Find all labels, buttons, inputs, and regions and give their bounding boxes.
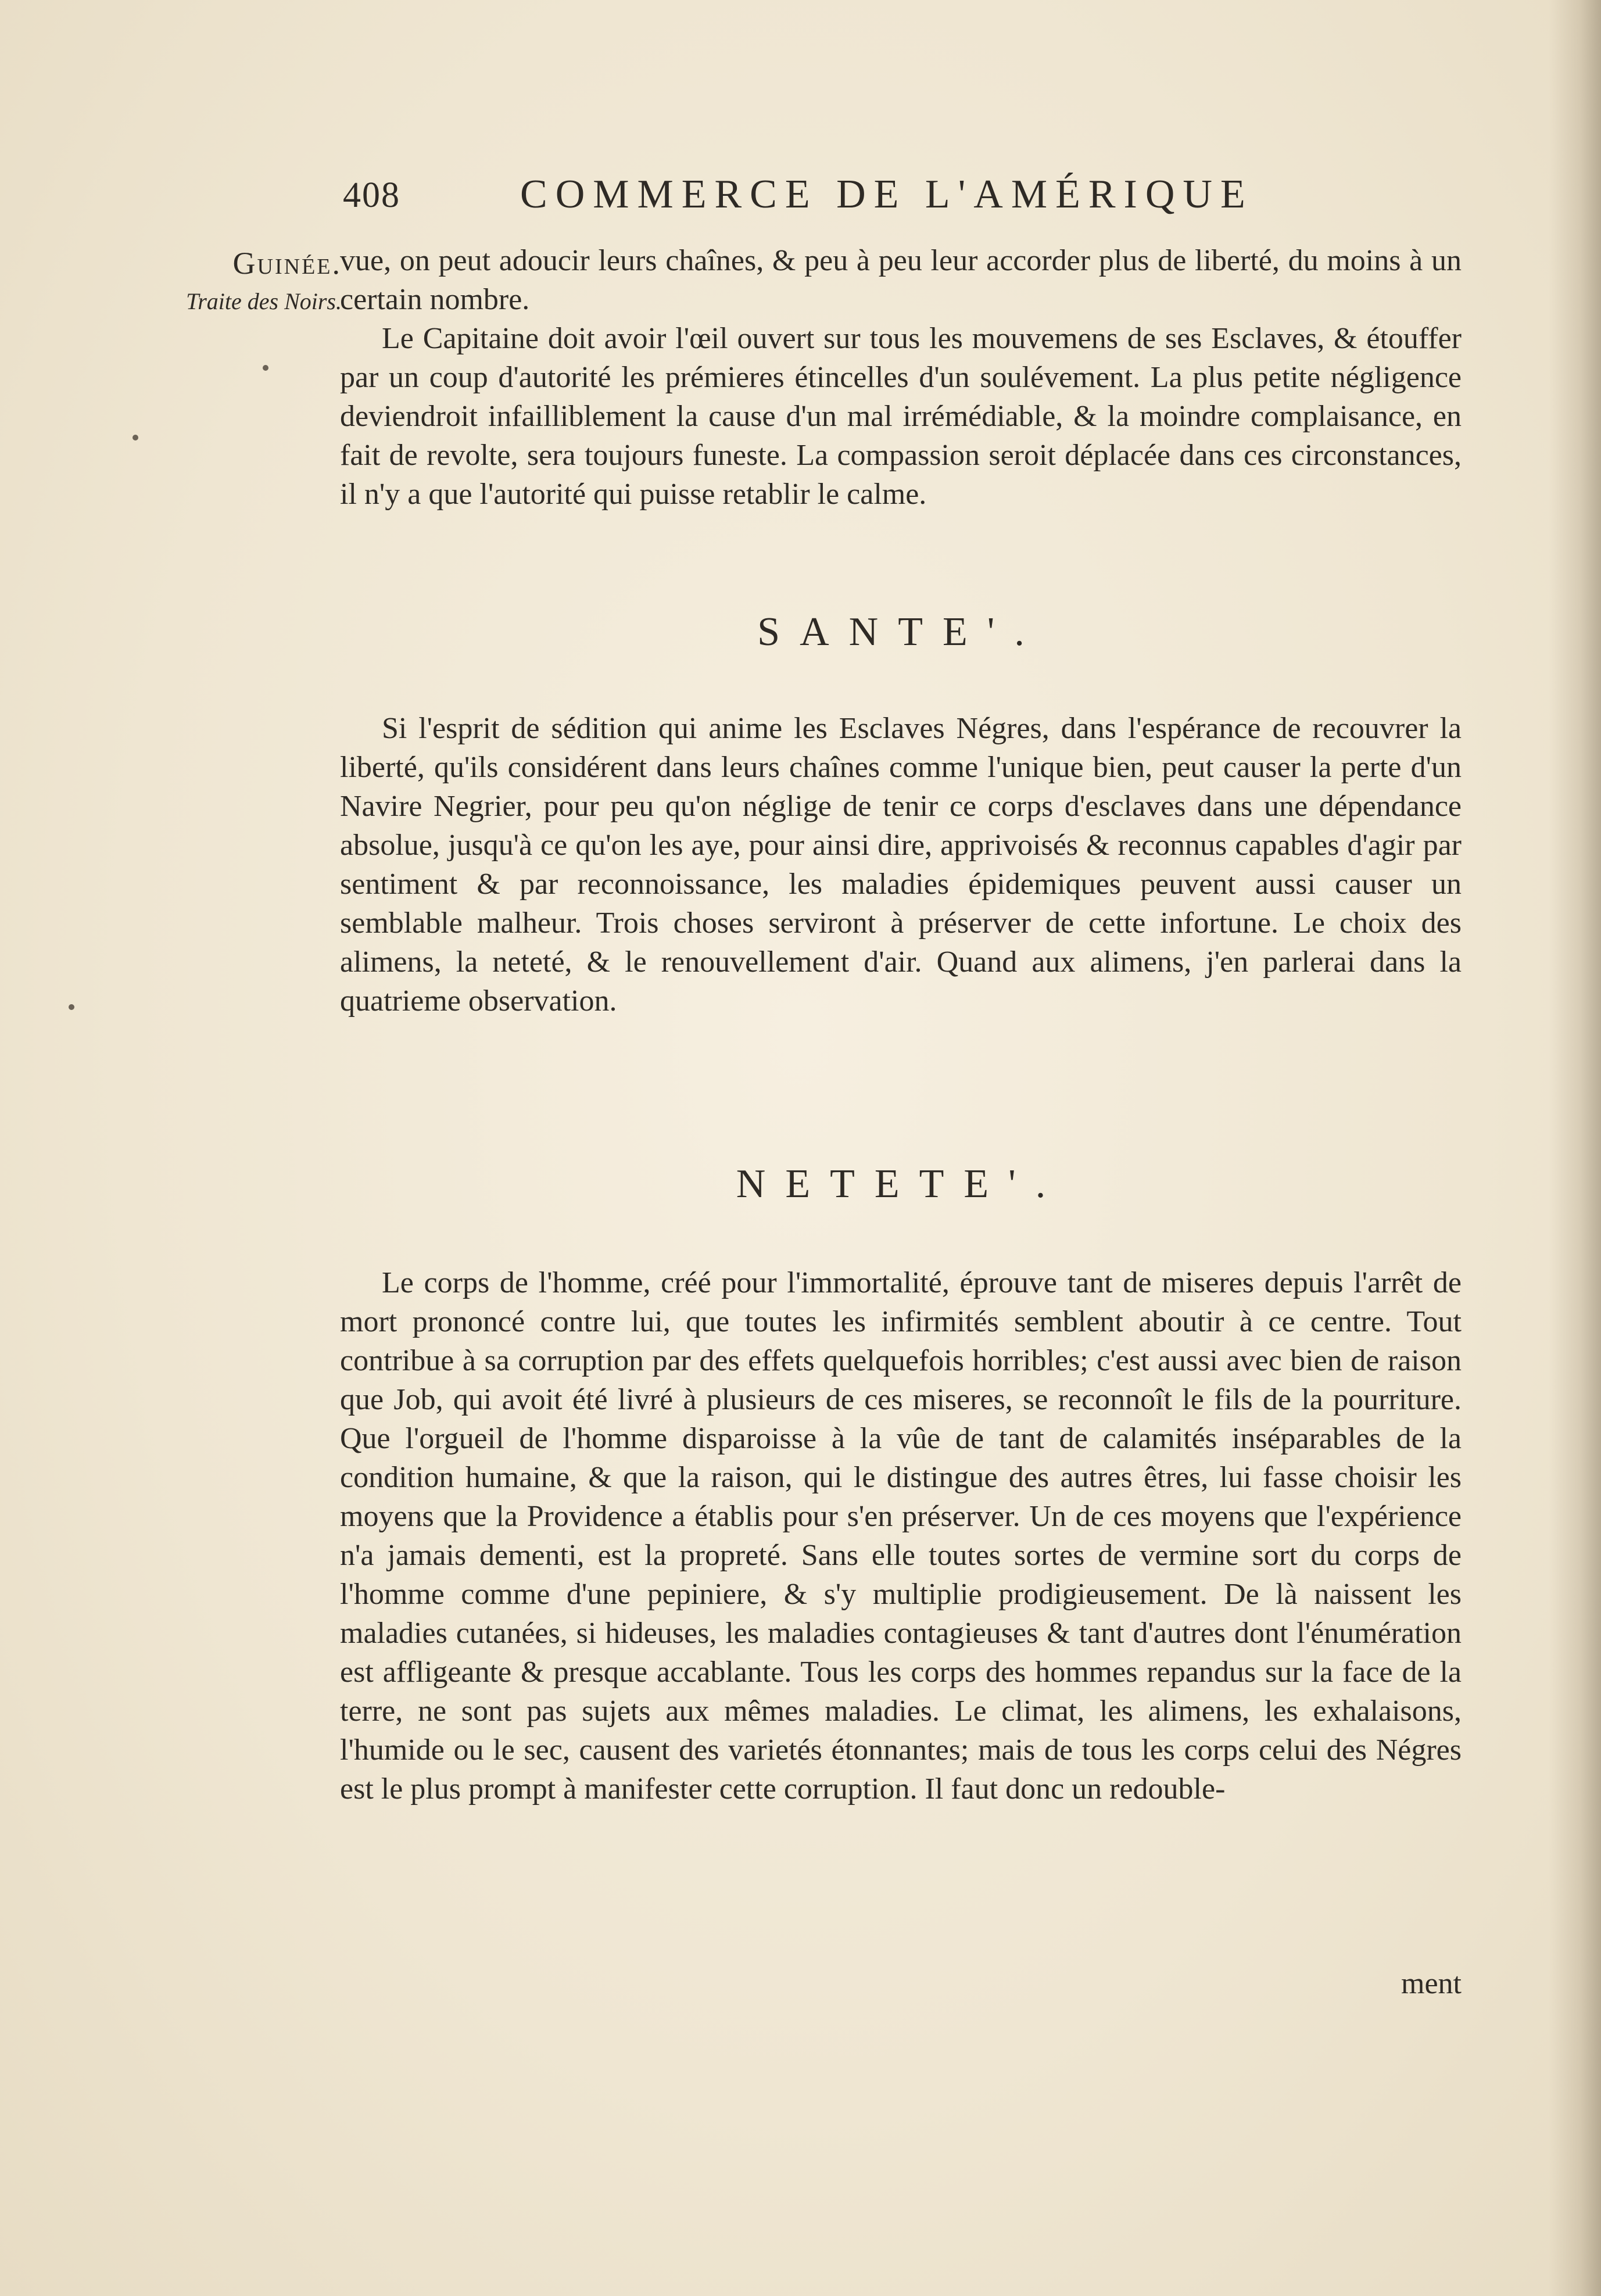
margin-note-topic: Traite des Noirs.: [186, 288, 342, 314]
running-title: COMMERCE DE L'AMÉRIQUE: [520, 172, 1253, 217]
ink-speck: [263, 365, 268, 371]
page-number: 408: [343, 175, 400, 215]
margin-note: [127, 244, 342, 321]
page-header: [343, 171, 1308, 224]
catchword: ment: [1401, 1967, 1462, 2000]
ink-speck: [132, 435, 138, 440]
section-heading-netete: NETETE'.: [736, 1162, 1066, 1206]
paragraph-capitaine: Le Capitaine doit avoir l'œil ouvert sur tous les mouvemens de ses Esclaves, & étouffer par un coup d'autorité les prémieres étincelles d'un soulévement. La plus petite négligence deviendroit infailliblement la cause d'un mal irrémédiable, & la moindre complaisance, en fait de revolte, sera toujours funeste. La compassion seroit déplacée dans ces circonstances, il n'y a que l'autorité qui puisse retablir le calme.: [340, 322, 1462, 511]
section-sante-text: [340, 709, 1462, 1020]
paragraph-netete: Le corps de l'homme, créé pour l'immortalité, éprouve tant de miseres depuis l'arrêt de mort prononcé contre lui, que toutes les infirmités semblent aboutir à ce centre. Tout contribue à sa corruption par des effets quelquefois horribles; c'est aussi avec bien de raison que Job, qui avoit été livré à plusieurs de ces miseres, se reconnoît le fils de la pourriture. Que l'orgueil de l'homme disparoisse à la vûe de tant de calamités inséparables de la condition humaine, & que la raison, qui le distingue des autres êtres, lui fasse choisir les moyens que la Providence a établis pour s'en préserver. Un de ces moyens que l'expérience n'a jamais dementi, est la propreté. Sans elle toutes sortes de vermine sort du corps de l'homme comme d'une pepiniere, & s'y multiplie prodigieusement. De là naissent les maladies cutanées, si hideuses, les maladies contagieuses & tant d'autres dont l'énumération est affligeante & presque accablante. Tous les corps des hommes repandus sur la face de la terre, ne sont pas sujets aux mêmes maladies. Le climat, les alimens, les exhalaisons, l'humide ou le sec, causent des varietés étonnantes; mais de tous les corps celui des Négres est le plus prompt à manifester cette corruption. Il faut donc un redouble-: [340, 1266, 1462, 1806]
margin-note-region: Guinée.: [232, 246, 342, 281]
section-netete-text: [340, 1263, 1462, 1808]
paragraph-continuation: vue, on peut adoucir leurs chaînes, & peu à peu leur accorder plus de liberté, du moins à un certain nombre.: [340, 244, 1462, 316]
section-heading-sante: SANTE'.: [757, 610, 1044, 654]
intro-text: [340, 241, 1462, 514]
page-gutter-shadow: [1549, 0, 1601, 2296]
ink-speck: [69, 1004, 74, 1010]
paragraph-sante: Si l'esprit de sédition qui anime les Esclaves Négres, dans l'espérance de recouvrer la liberté, qu'ils considérent dans leurs chaînes comme l'unique bien, peut causer la perte d'un Navire Negrier, pour peu qu'on néglige de tenir ce corps d'esclaves dans une dépendance absolue, jusqu'à ce qu'on les aye, pour ainsi dire, apprivoisés & reconnus capables d'agir par sentiment & par reconnoissance, les maladies épidemiques peuvent aussi causer un semblable malheur. Trois choses serviront à préserver de cette infortune. Le choix des alimens, la neteté, & le renouvellement d'air. Quand aux alimens, j'en parlerai dans la quatrieme observation.: [340, 712, 1462, 1018]
